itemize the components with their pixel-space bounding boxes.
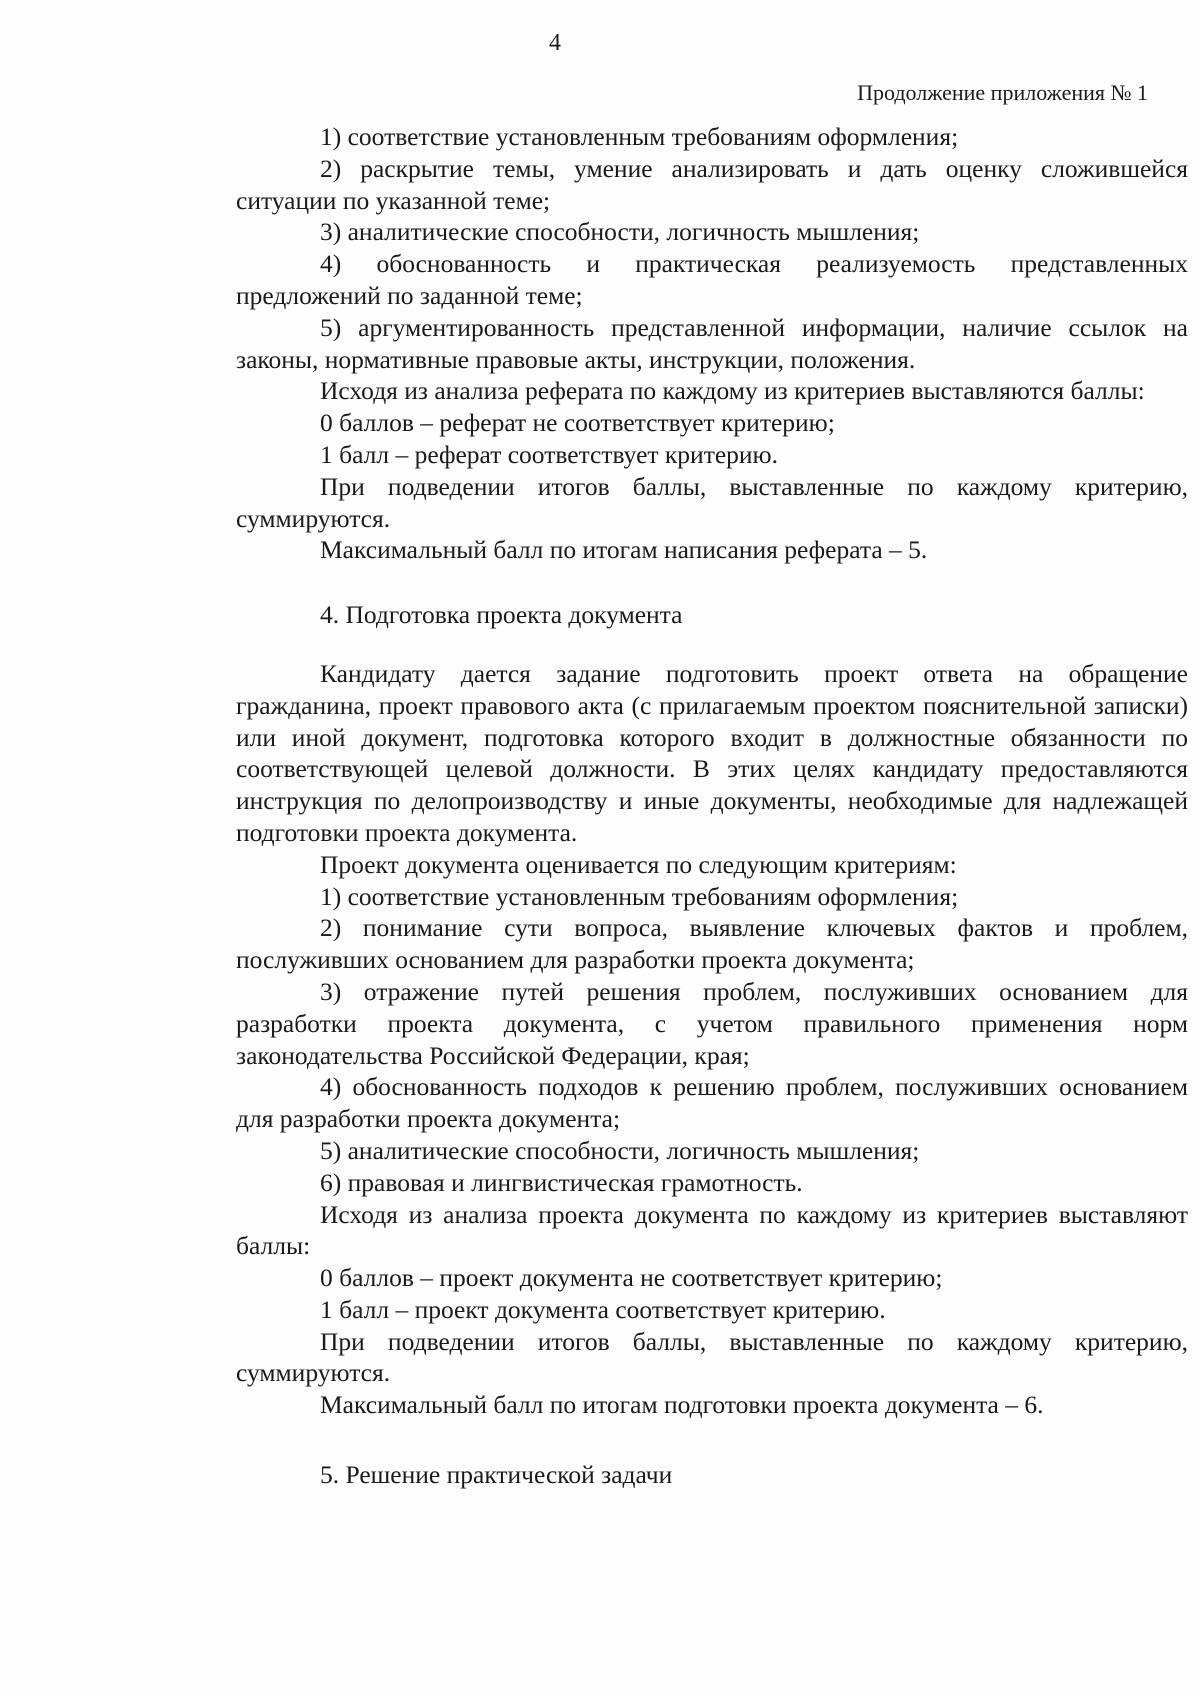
s4-summing: При подведении итогов баллы, выставленные по каждому критерию, суммируются.: [236, 1326, 1188, 1388]
s3-scoring-intro: Исходя из анализа реферата по каждому из критериев выставляются баллы:: [320, 376, 1145, 406]
s4-score-1: 1 балл – проект документа соответствует критерию.: [320, 1294, 886, 1324]
s4-criterion-6: 6) правовая и лингвистическая грамотность.: [320, 1167, 803, 1197]
s3-criterion-5: 5) аргументированность представленной информации, наличие ссылок на законы, нормативные правовые акты, инструкции, положения.: [236, 312, 1188, 374]
s4-criterion-2: 2) понимание сути вопроса, выявление ключевых фактов и проблем, послуживших основанием для разработки проекта документа;: [236, 913, 1188, 975]
page-number: 4: [549, 30, 561, 56]
s3-score-0: 0 баллов – реферат не соответствует критерию;: [320, 408, 835, 438]
spacer: [236, 1421, 1188, 1459]
spacer: [236, 631, 1188, 658]
s4-criterion-1: 1) соответствие установленным требованиям оформления;: [320, 881, 959, 911]
s3-score-1: 1 балл – реферат соответствует критерию.: [320, 439, 778, 469]
s4-score-0: 0 баллов – проект документа не соответствует критерию;: [320, 1263, 943, 1293]
s4-criterion-5: 5) аналитические способности, логичность мышления;: [320, 1135, 920, 1165]
s3-criterion-3: 3) аналитические способности, логичность мышления;: [320, 217, 920, 247]
s3-criterion-2: 2) раскрытие темы, умение анализировать и дать оценку сложившейся ситуации по указанной теме;: [236, 153, 1188, 215]
s4-task: Кандидату дается задание подготовить проект ответа на обращение гражданина, проект правового акта (с прилагаемым проектом пояснительной записки) или иной документ, подготовка которого входит в должностные обязанности по соответствующей целевой должности. В этих целях кандидату предоставляются инструкция по делопроизводству и иные документы, необходимые для надлежащей подготовки проекта документа.: [236, 658, 1188, 847]
s4-criterion-4: 4) обоснованность подходов к решению проблем, послуживших основанием для разработки проекта документа;: [236, 1072, 1188, 1134]
s4-criteria-intro: Проект документа оценивается по следующим критериям:: [320, 849, 957, 879]
s3-criterion-4: 4) обоснованность и практическая реализуемость представленных предложений по заданной теме;: [236, 249, 1188, 310]
s4-scoring-intro: Исходя из анализа проекта документа по каждому из критериев выставляют баллы:: [236, 1199, 1188, 1261]
s4-criterion-3: 3) отражение путей решения проблем, послуживших основанием для разработки проекта документа, с учетом правильного применения норм законодательства Российской Федерации, края;: [236, 976, 1188, 1070]
appendix-continuation-note: Продолжение приложения № 1: [857, 80, 1148, 105]
section-5-heading: 5. Решение практической задачи: [320, 1460, 673, 1490]
s3-criterion-1: 1) соответствие установленным требованиям оформления;: [320, 122, 959, 151]
document-body: [236, 121, 1188, 1491]
section-4-heading: 4. Подготовка проекта документа: [320, 600, 683, 630]
s3-max-score: Максимальный балл по итогам написания реферата – 5.: [320, 535, 928, 565]
spacer: [236, 566, 1188, 599]
s4-max-score: Максимальный балл по итогам подготовки проекта документа – 6.: [320, 1390, 1044, 1420]
s3-summing: При подведении итогов баллы, выставленные по каждому критерию, суммируются.: [236, 471, 1188, 533]
